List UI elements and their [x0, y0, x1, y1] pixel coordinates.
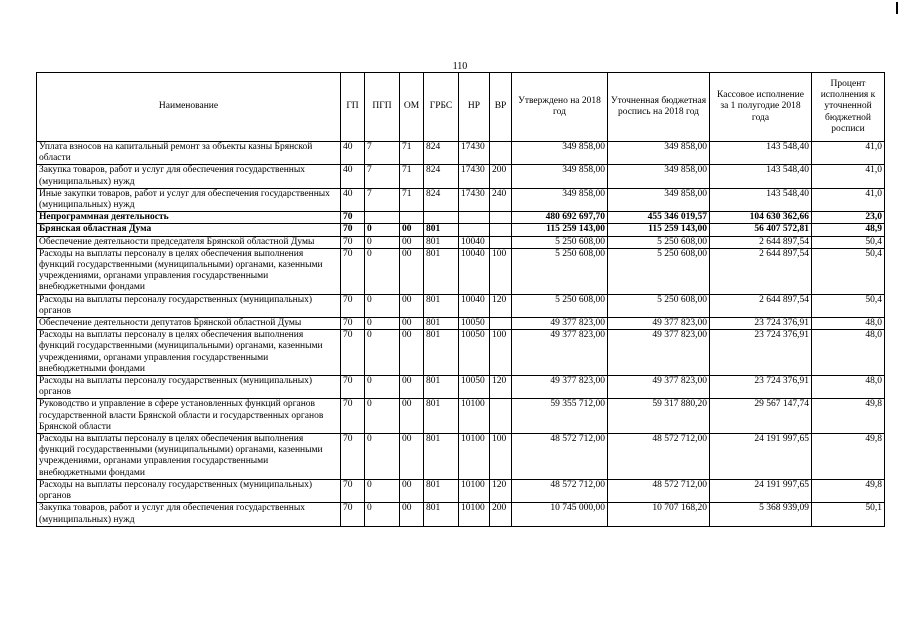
cell-vr: 120	[490, 479, 512, 502]
cell-grbs: 824	[424, 142, 459, 165]
cell-ppgp: 0	[365, 434, 400, 480]
cell-grbs: 824	[424, 188, 459, 211]
cell-grbs: 801	[424, 294, 459, 317]
cell-cash: 2 644 897,54	[710, 236, 812, 248]
cell-percent: 23,0	[812, 212, 885, 224]
cell-percent: 48,0	[812, 376, 885, 399]
cell-ppgp: 0	[365, 503, 400, 526]
cell-om: 71	[400, 165, 424, 188]
cell-refined: 5 250 608,00	[608, 294, 710, 317]
cell-gp: 70	[341, 330, 365, 376]
cell-name: Иные закупки товаров, работ и услуг для обеспечения государственных (муниципальных) нужд	[37, 188, 341, 211]
cell-name: Расходы на выплаты персоналу государственных (муниципальных) органов	[37, 479, 341, 502]
cell-gp: 70	[341, 399, 365, 434]
cell-om: 71	[400, 142, 424, 165]
cell-gp: 70	[341, 503, 365, 526]
cell-vr: 200	[490, 503, 512, 526]
cell-om: 00	[400, 224, 424, 236]
cell-gp: 40	[341, 142, 365, 165]
cell-vr: 120	[490, 376, 512, 399]
cell-percent: 50,4	[812, 248, 885, 294]
header-approved: Утверждено на 2018 год	[512, 73, 608, 142]
cell-cash: 2 644 897,54	[710, 294, 812, 317]
cell-ppgp: 0	[365, 376, 400, 399]
cell-nr: 10100	[459, 399, 490, 434]
table-row	[37, 142, 885, 165]
cell-name: Обеспечение деятельности председателя Брянской областной Думы	[37, 236, 341, 248]
cell-nr: 10100	[459, 434, 490, 480]
cell-refined: 59 317 880,20	[608, 399, 710, 434]
cell-approved: 49 377 823,00	[512, 318, 608, 330]
cell-percent: 50,4	[812, 294, 885, 317]
cell-percent: 48,9	[812, 224, 885, 236]
cell-nr: 10050	[459, 330, 490, 376]
cell-name: Уплата взносов на капитальный ремонт за объекты казны Брянской области	[37, 142, 341, 165]
table-row	[37, 248, 885, 294]
cell-cash: 24 191 997,65	[710, 434, 812, 480]
header-percent: Процент исполнения к уточненной бюджетной росписи	[812, 73, 885, 142]
cell-approved: 349 858,00	[512, 165, 608, 188]
cell-approved: 5 250 608,00	[512, 236, 608, 248]
cell-percent: 48,0	[812, 330, 885, 376]
cell-nr: 10040	[459, 248, 490, 294]
cell-ppgp: 0	[365, 236, 400, 248]
cell-ppgp: 0	[365, 294, 400, 317]
cell-nr: 10100	[459, 479, 490, 502]
cell-name: Руководство и управление в сфере установленных функций органов государственной власти Брянской области и государственных органов Брянской области	[37, 399, 341, 434]
cell-om: 00	[400, 330, 424, 376]
cell-vr	[490, 399, 512, 434]
cell-gp: 40	[341, 188, 365, 211]
cell-vr	[490, 212, 512, 224]
cell-vr	[490, 236, 512, 248]
cell-gp: 70	[341, 294, 365, 317]
cell-nr: 10040	[459, 236, 490, 248]
cell-gp: 70	[341, 224, 365, 236]
cell-ppgp: 0	[365, 399, 400, 434]
table-header-row	[37, 73, 885, 142]
header-nr: НР	[459, 73, 490, 142]
cell-nr: 10040	[459, 294, 490, 317]
cell-grbs: 801	[424, 376, 459, 399]
cell-nr: 17430	[459, 188, 490, 211]
cell-gp: 70	[341, 434, 365, 480]
cell-ppgp: 0	[365, 330, 400, 376]
cell-percent: 50,1	[812, 503, 885, 526]
cell-nr: 10050	[459, 318, 490, 330]
cell-name: Обеспечение деятельности депутатов Брянской областной Думы	[37, 318, 341, 330]
table-row	[37, 318, 885, 330]
cell-grbs: 801	[424, 224, 459, 236]
cell-refined: 5 250 608,00	[608, 248, 710, 294]
cell-nr: 17430	[459, 142, 490, 165]
cell-name: Закупка товаров, работ и услуг для обеспечения государственных (муниципальных) нужд	[37, 503, 341, 526]
cell-grbs: 801	[424, 248, 459, 294]
cell-ppgp: 7	[365, 142, 400, 165]
cell-vr: 120	[490, 294, 512, 317]
cell-vr: 100	[490, 434, 512, 480]
cell-vr: 100	[490, 330, 512, 376]
cell-name: Расходы на выплаты персоналу государственных (муниципальных) органов	[37, 294, 341, 317]
cell-approved: 349 858,00	[512, 188, 608, 211]
cell-ppgp: 0	[365, 318, 400, 330]
cell-grbs: 801	[424, 399, 459, 434]
cell-approved: 5 250 608,00	[512, 248, 608, 294]
cell-refined: 349 858,00	[608, 142, 710, 165]
budget-table	[36, 72, 885, 527]
cell-om: 00	[400, 434, 424, 480]
cell-name: Расходы на выплаты персоналу в целях обеспечения выполнения функций государственными (муниципальными) органами, казенными учреждениями, органами управления государственными внебюджетными фондами	[37, 434, 341, 480]
table-row	[37, 376, 885, 399]
page-number: 110	[452, 61, 468, 72]
cell-ppgp: 7	[365, 165, 400, 188]
cell-name: Расходы на выплаты персоналу в целях обеспечения выполнения функций государственными (муниципальными) органами, казенными учреждениями, органами управления государственными внебюджетными фондами	[37, 330, 341, 376]
cell-percent: 41,0	[812, 142, 885, 165]
cell-vr	[490, 224, 512, 236]
cell-ppgp: 7	[365, 188, 400, 211]
cell-om: 00	[400, 318, 424, 330]
cell-name: Брянская областная Дума	[37, 224, 341, 236]
cell-gp: 70	[341, 212, 365, 224]
cell-ppgp: 0	[365, 248, 400, 294]
header-gp: ГП	[341, 73, 365, 142]
cell-cash: 23 724 376,91	[710, 376, 812, 399]
cell-grbs: 801	[424, 318, 459, 330]
cell-gp: 70	[341, 248, 365, 294]
table-row	[37, 503, 885, 526]
cell-vr: 240	[490, 188, 512, 211]
cell-refined: 48 572 712,00	[608, 479, 710, 502]
cell-nr	[459, 212, 490, 224]
cell-grbs: 824	[424, 165, 459, 188]
cell-nr: 10100	[459, 503, 490, 526]
cell-gp: 70	[341, 479, 365, 502]
cell-percent: 49,8	[812, 479, 885, 502]
cell-vr	[490, 318, 512, 330]
cell-gp: 70	[341, 376, 365, 399]
table-row	[37, 224, 885, 236]
table-row	[37, 434, 885, 480]
cell-refined: 349 858,00	[608, 188, 710, 211]
header-vr: ВР	[490, 73, 512, 142]
cell-vr	[490, 142, 512, 165]
cell-percent: 50,4	[812, 236, 885, 248]
cell-om: 00	[400, 376, 424, 399]
cell-om: 71	[400, 188, 424, 211]
cell-percent: 41,0	[812, 165, 885, 188]
table-body	[37, 142, 885, 527]
cell-vr: 100	[490, 248, 512, 294]
cell-approved: 49 377 823,00	[512, 376, 608, 399]
cell-name: Закупка товаров, работ и услуг для обеспечения государственных (муниципальных) нужд	[37, 165, 341, 188]
cell-grbs	[424, 212, 459, 224]
cell-cash: 104 630 362,66	[710, 212, 812, 224]
cell-vr: 200	[490, 165, 512, 188]
cell-refined: 349 858,00	[608, 165, 710, 188]
cell-cash: 23 724 376,91	[710, 330, 812, 376]
cell-cash: 143 548,40	[710, 188, 812, 211]
cell-refined: 115 259 143,00	[608, 224, 710, 236]
cell-percent: 48,0	[812, 318, 885, 330]
cell-name: Расходы на выплаты персоналу государственных (муниципальных) органов	[37, 376, 341, 399]
cell-om: 00	[400, 479, 424, 502]
cell-cash: 2 644 897,54	[710, 248, 812, 294]
cell-refined: 10 707 168,20	[608, 503, 710, 526]
cell-ppgp: 0	[365, 224, 400, 236]
cell-gp: 40	[341, 165, 365, 188]
cell-refined: 49 377 823,00	[608, 318, 710, 330]
cell-cash: 56 407 572,81	[710, 224, 812, 236]
cell-approved: 48 572 712,00	[512, 434, 608, 480]
cell-approved: 5 250 608,00	[512, 294, 608, 317]
scan-edge-mark	[896, 2, 898, 14]
cell-grbs: 801	[424, 434, 459, 480]
table-row	[37, 330, 885, 376]
cell-cash: 143 548,40	[710, 165, 812, 188]
cell-grbs: 801	[424, 330, 459, 376]
cell-refined: 5 250 608,00	[608, 236, 710, 248]
cell-refined: 49 377 823,00	[608, 330, 710, 376]
cell-ppgp	[365, 212, 400, 224]
cell-approved: 10 745 000,00	[512, 503, 608, 526]
cell-name: Непрограммная деятельность	[37, 212, 341, 224]
cell-approved: 480 692 697,70	[512, 212, 608, 224]
cell-om: 00	[400, 399, 424, 434]
cell-percent: 49,8	[812, 399, 885, 434]
cell-percent: 49,8	[812, 434, 885, 480]
cell-cash: 23 724 376,91	[710, 318, 812, 330]
header-om: ОМ	[400, 73, 424, 142]
cell-approved: 115 259 143,00	[512, 224, 608, 236]
header-grbs: ГРБС	[424, 73, 459, 142]
table-row	[37, 188, 885, 211]
cell-nr	[459, 224, 490, 236]
cell-om: 00	[400, 294, 424, 317]
header-cash: Кассовое исполнение за 1 полугодие 2018 года	[710, 73, 812, 142]
cell-refined: 48 572 712,00	[608, 434, 710, 480]
table-row	[37, 236, 885, 248]
cell-om: 00	[400, 248, 424, 294]
cell-percent: 41,0	[812, 188, 885, 211]
cell-name: Расходы на выплаты персоналу в целях обеспечения выполнения функций государственными (муниципальными) органами, казенными учреждениями, органами управления государственными внебюджетными фондами	[37, 248, 341, 294]
cell-approved: 48 572 712,00	[512, 479, 608, 502]
table-row	[37, 212, 885, 224]
cell-grbs: 801	[424, 236, 459, 248]
cell-approved: 49 377 823,00	[512, 330, 608, 376]
cell-grbs: 801	[424, 503, 459, 526]
header-refined: Уточненная бюджетная роспись на 2018 год	[608, 73, 710, 142]
cell-om: 00	[400, 503, 424, 526]
table-row	[37, 165, 885, 188]
cell-refined: 49 377 823,00	[608, 376, 710, 399]
cell-approved: 349 858,00	[512, 142, 608, 165]
cell-om: 00	[400, 236, 424, 248]
cell-cash: 143 548,40	[710, 142, 812, 165]
cell-cash: 29 567 147,74	[710, 399, 812, 434]
cell-cash: 5 368 939,09	[710, 503, 812, 526]
cell-ppgp: 0	[365, 479, 400, 502]
cell-om	[400, 212, 424, 224]
header-name: Наименование	[37, 73, 341, 142]
header-ppgp: ПГП	[365, 73, 400, 142]
cell-approved: 59 355 712,00	[512, 399, 608, 434]
cell-cash: 24 191 997,65	[710, 479, 812, 502]
cell-nr: 17430	[459, 165, 490, 188]
cell-refined: 455 346 019,57	[608, 212, 710, 224]
table-row	[37, 294, 885, 317]
table-row	[37, 479, 885, 502]
cell-gp: 70	[341, 318, 365, 330]
table-row	[37, 399, 885, 434]
cell-grbs: 801	[424, 479, 459, 502]
cell-gp: 70	[341, 236, 365, 248]
cell-nr: 10050	[459, 376, 490, 399]
